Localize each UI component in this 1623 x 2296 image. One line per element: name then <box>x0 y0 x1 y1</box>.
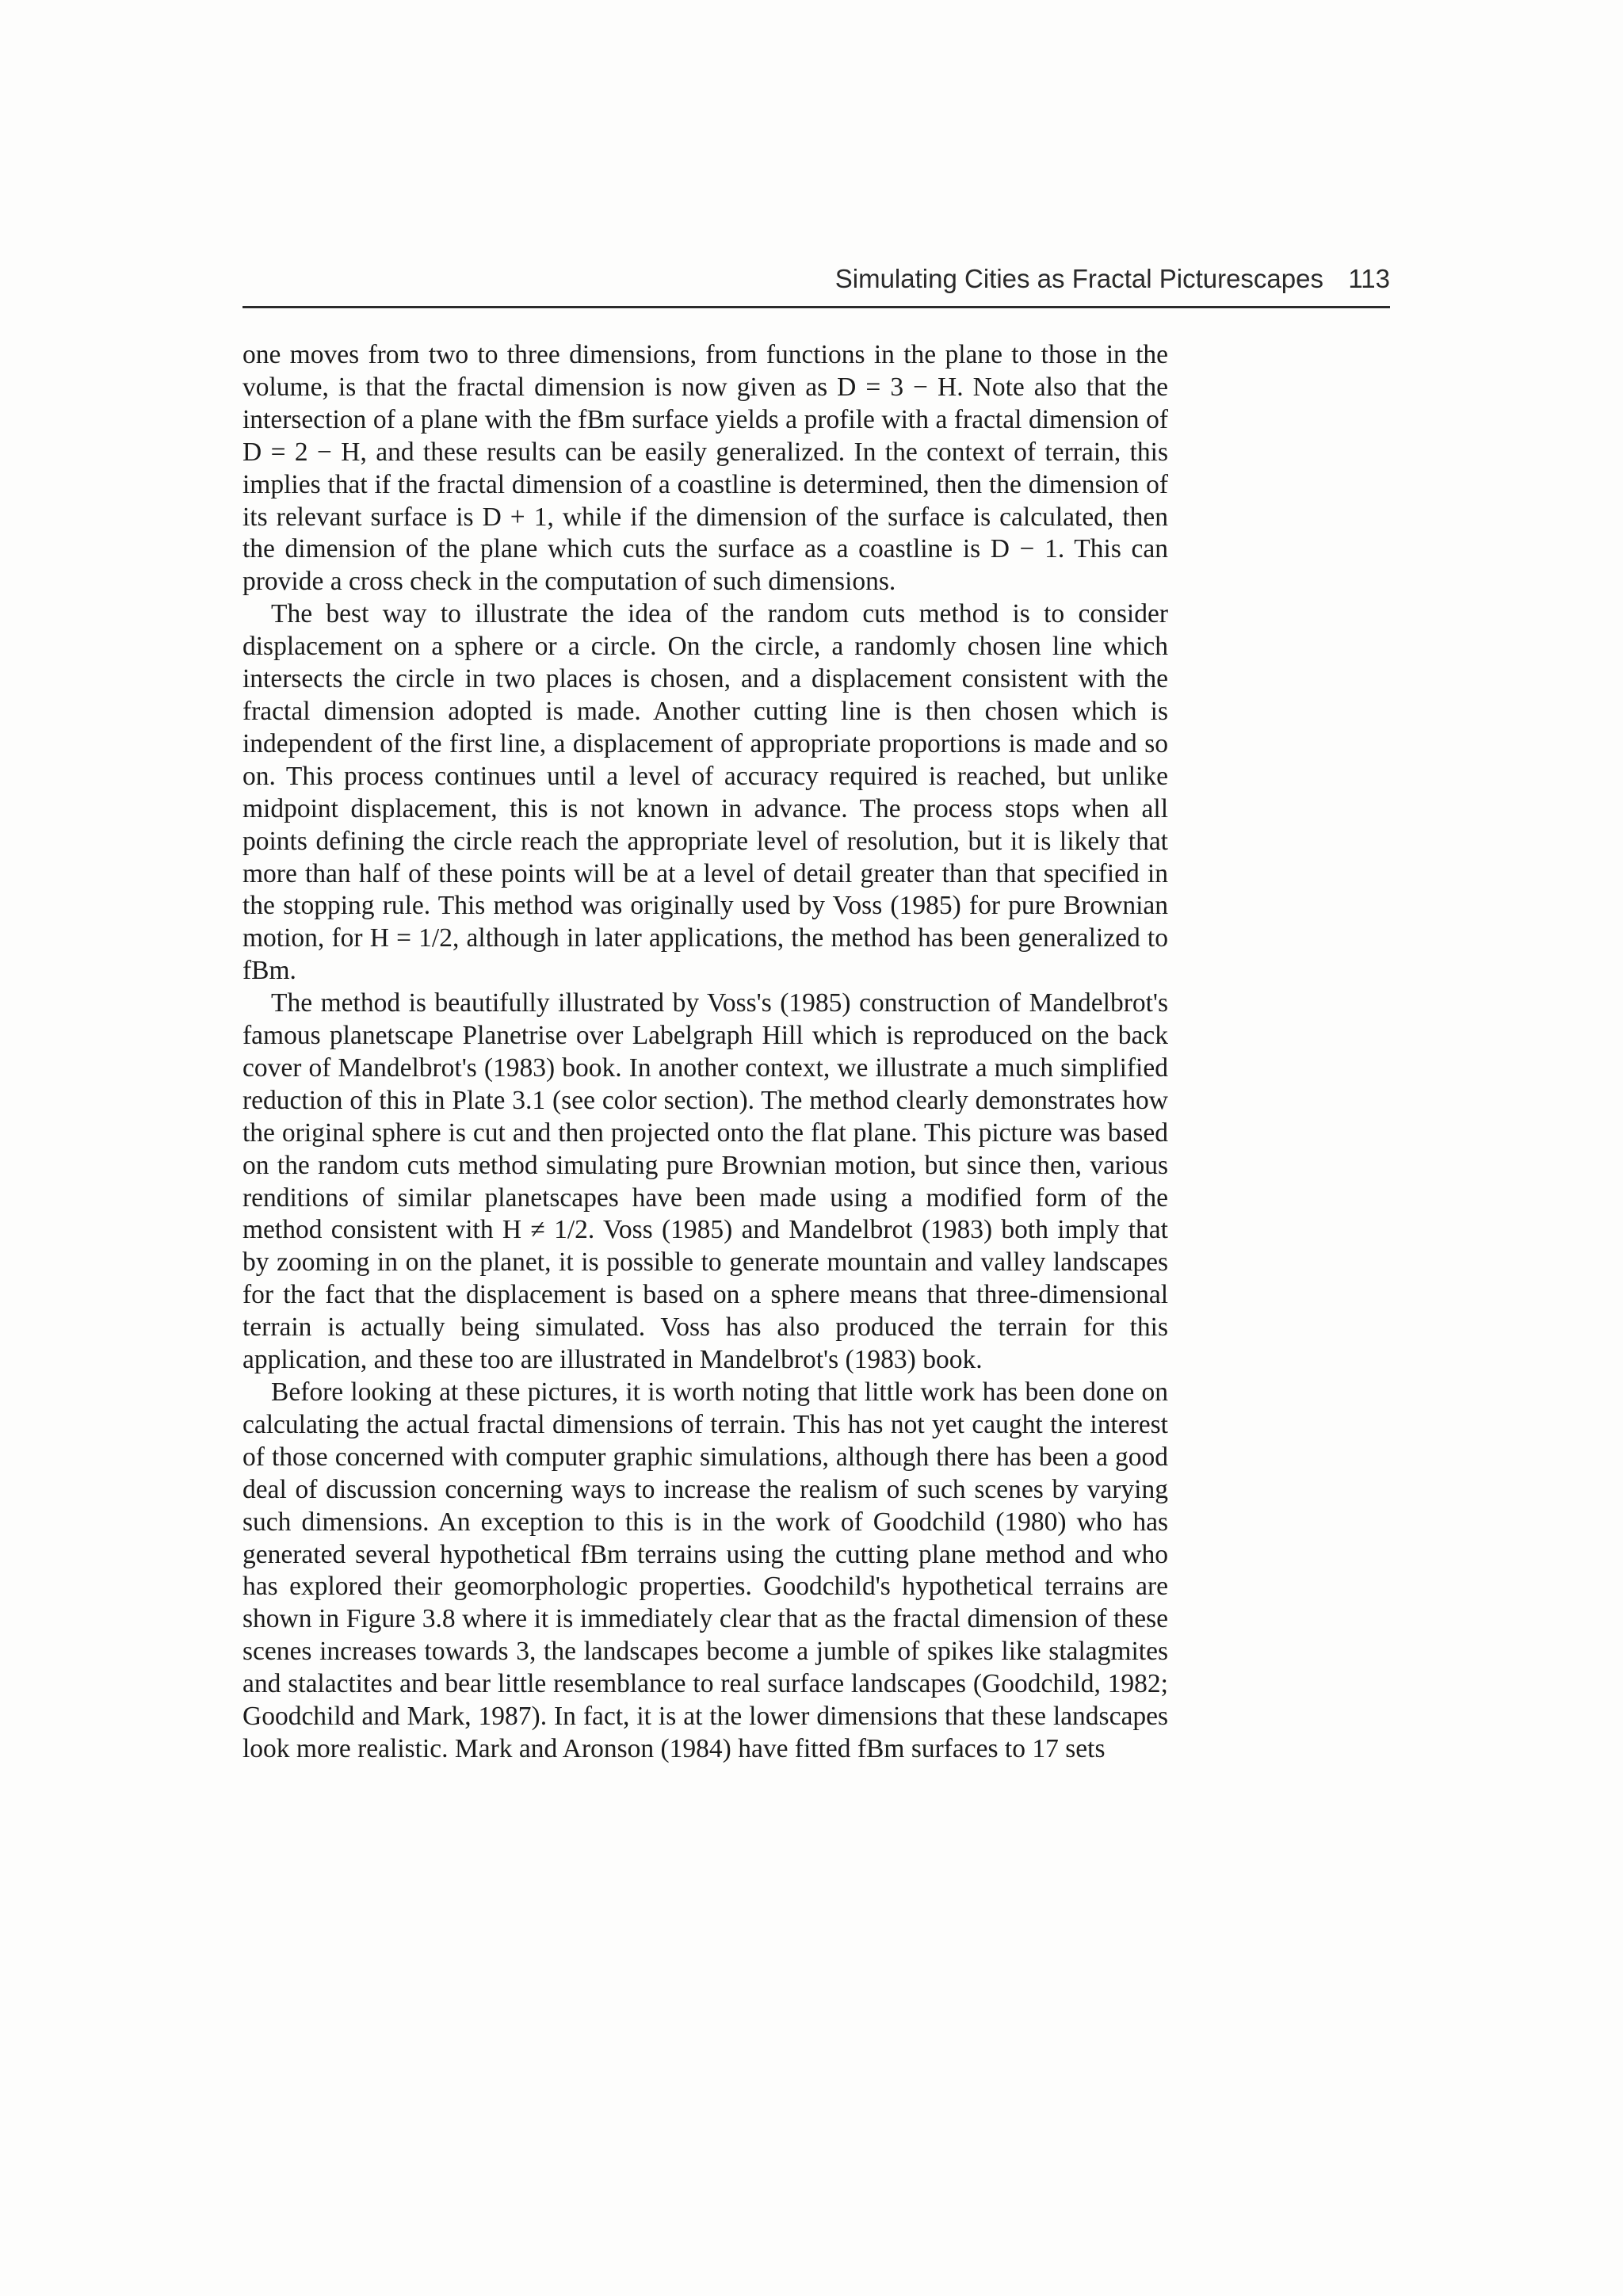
header-rule <box>242 306 1390 308</box>
paragraph-4: Before looking at these pictures, it is worth noting that little work has been done on calculating the actual fractal dimensions of terrain. This has not yet caught the interest of those concerned with computer graphic simulations, although there has been a good deal of discussion concerning ways to increase the realism of such scenes by varying such dimensions. An exception to this is in the work of Goodchild (1980) who has generated several hypothetical fBm terrains using the cutting plane method and who has explored their geomorphologic properties. Goodchild's hypothetical terrains are shown in Figure 3.8 where it is immediately clear that as the fractal dimension of these scenes increases towards 3, the landscapes become a jumble of spikes like stalagmites and stalactites and bear little resemblance to real surface landscapes (Goodchild, 1982; Goodchild and Mark, 1987). In fact, it is at the lower dimensions that these landscapes look more realistic. Mark and Aronson (1984) have fitted fBm surfaces to 17 sets <box>242 1377 1168 1763</box>
paragraph-3: The method is beautifully illustrated by Voss's (1985) construction of Mandelbrot's famous planetscape Planetrise over Labelgraph Hill which is reproduced on the back cover of Mandelbrot's (1983) book. In another context, we illustrate a much simplified reduction of this in Plate 3.1 (see color section). The method clearly demonstrates how the original sphere is cut and then projected onto the flat plane. This picture was based on the random cuts method simulating pure Brownian motion, but since then, various renditions of similar planetscapes have been made using a modified form of the method consistent with H ≠ 1/2. Voss (1985) and Mandelbrot (1983) both imply that by zooming in on the planet, it is possible to generate mountain and valley landscapes for the fact that the displacement is based on a sphere means that three-dimensional terrain is actually being simulated. Voss has also produced the terrain for this application, and these too are illustrated in Mandelbrot's (1983) book. <box>242 988 1168 1375</box>
page-number: 113 <box>1348 264 1390 293</box>
running-head <box>242 264 1390 305</box>
running-title: Simulating Cities as Fractal Picturescapes <box>834 264 1323 293</box>
paragraph-2: The best way to illustrate the idea of the random cuts method is to consider displacement on a sphere or a circle. On the circle, a randomly chosen line which intersects the circle in two places is chosen, and a displacement consistent with the fractal dimension adopted is made. Another cutting line is then chosen which is independent of the first line, a displacement of appropriate proportions is made and so on. This process continues until a level of accuracy required is reached, but unlike midpoint displacement, this is not known in advance. The process stops when all points defining the circle reach the appropriate level of resolution, but it is likely that more than half of these points will be at a level of detail greater than that specified in the stopping rule. This method was originally used by Voss (1985) for pure Brownian motion, for H = 1/2, although in later applications, the method has been generalized to fBm. <box>242 599 1168 986</box>
body-text <box>242 339 1168 1766</box>
paragraph-1: one moves from two to three dimensions, from functions in the plane to those in the volume, is that the fractal dimension is now given as D = 3 − H. Note also that the intersection of a plane with the fBm surface yields a profile with a fractal dimension of D = 2 − H, and these results can be easily generalized. In the context of terrain, this implies that if the fractal dimension of a coastline is determined, then the dimension of its relevant surface is D + 1, while if the dimension of the surface is calculated, then the dimension of the plane which cuts the surface as a coastline is D − 1. This can provide a cross check in the computation of such dimensions. <box>242 340 1168 597</box>
